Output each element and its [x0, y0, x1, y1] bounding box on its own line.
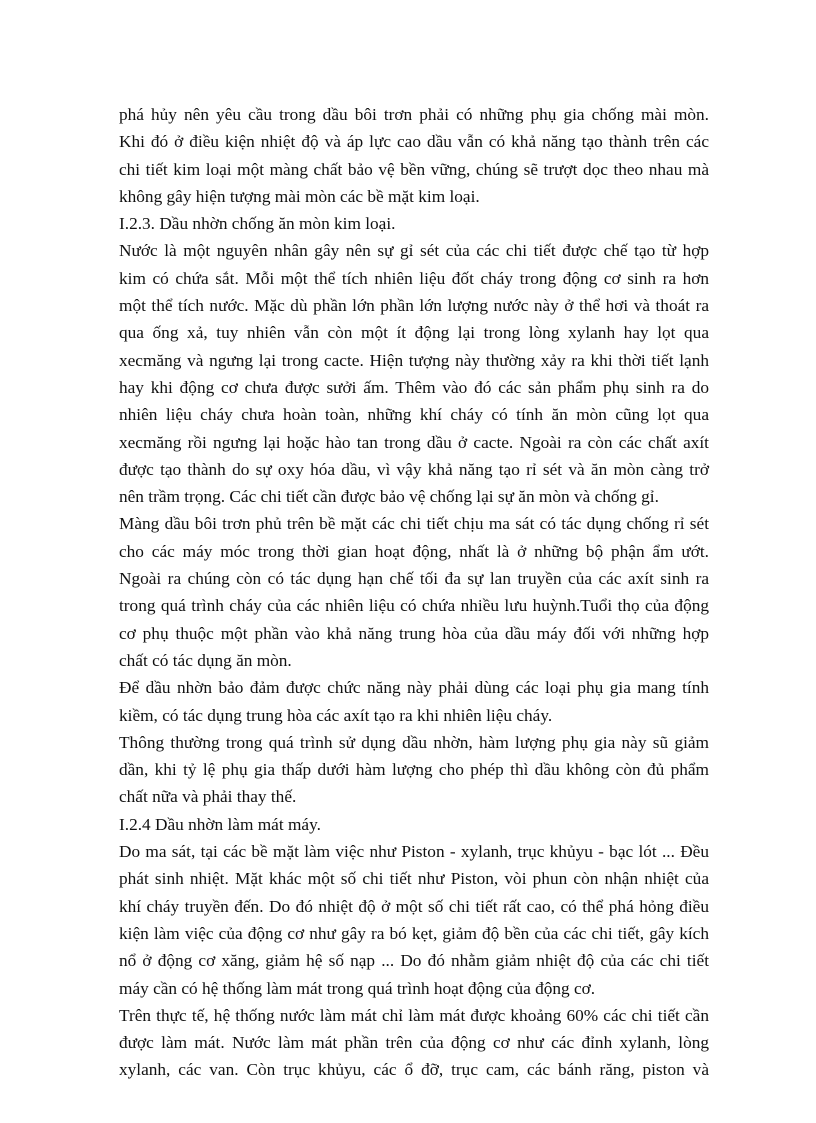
paragraph-cooling-system	[119, 1002, 709, 1084]
section-heading-corrosion	[119, 210, 709, 237]
text-line: xecmăng rồi ngưng lại hoặc hào tan trong dầu ở cacte. Ngoài ra còn các chất axít	[119, 432, 709, 452]
text-line: kiện làm việc của động cơ như gây ra bó kẹt, giảm độ bền của các chi tiết, gây kích	[119, 923, 709, 943]
text-line: Nước là một nguyên nhân gây nên sự gỉ sét của các chi tiết được chế tạo từ hợp	[119, 241, 709, 261]
section-heading-cooling	[119, 811, 709, 838]
text-line: trong quá trình cháy của các nhiên liệu có chứa nhiều lưu huỳnh.Tuổi thọ của động	[119, 596, 709, 616]
paragraph-alkaline-additives	[119, 674, 709, 729]
text-line: chất có tác dụng ăn mòn.	[119, 650, 292, 670]
paragraph-additive-depletion	[119, 729, 709, 811]
text-line: khí cháy truyền đến. Do đó nhiệt độ ở một số chi tiết rất cao, có thể phá hỏng điều	[119, 896, 709, 916]
paragraph-anti-wear	[119, 101, 709, 210]
text-line: qua ống xả, tuy nhiên vẫn còn một ít động lại trong lòng xylanh hay lọt qua	[119, 323, 709, 343]
paragraph-oil-film	[119, 510, 709, 674]
section-heading: I.2.3. Dầu nhờn chống ăn mòn kim loại.	[119, 214, 396, 234]
text-line: được tạo thành do sự oxy hóa dầu, vì vậy khả năng tạo rỉ sét và ăn mòn càng trở	[119, 459, 709, 479]
text-line: Trên thực tế, hệ thống nước làm mát chỉ làm mát được khoảng 60% các chi tiết cần	[119, 1005, 709, 1025]
paragraph-water-rust	[119, 237, 709, 510]
text-line: phá hủy nên yêu cầu trong dầu bôi trơn phải có những phụ gia chống mài mòn.	[119, 105, 709, 124]
text-line: nổ ở động cơ xăng, giảm hệ số nạp ... Do đó nhằm giảm nhiệt độ của các chi tiết	[119, 951, 709, 971]
text-line: chất nữa và phải thay thế.	[119, 787, 297, 807]
text-line: máy cần có hệ thống làm mát trong quá trình hoạt động của động cơ.	[119, 978, 596, 998]
text-line: được làm mát. Nước làm mát phần trên của động cơ như các đỉnh xylanh, lòng	[119, 1033, 709, 1053]
text-line: hay khi động cơ chưa được sưởi ấm. Thêm vào đó các sản phẩm phụ sinh ra do	[119, 377, 709, 397]
text-line: chi tiết kim loại một màng chất bảo vệ bền vững, chúng sẽ trượt dọc theo nhau mà	[119, 159, 709, 179]
text-line: một thể tích nước. Mặc dù phần lớn phần lớn lượng nước này ở thể hơi và thoát ra	[119, 296, 709, 316]
text-line: cơ phụ thuộc một phần vào khả năng trung hòa của dầu máy đối với những hợp	[119, 623, 709, 643]
text-line: Màng dầu bôi trơn phủ trên bề mặt các chi tiết chịu ma sát có tác dụng chống rỉ sét	[119, 514, 709, 534]
text-line: nên trầm trọng. Các chi tiết cần được bảo vệ chống lại sự ăn mòn và chống gỉ.	[119, 487, 659, 507]
text-line: Do ma sát, tại các bề mặt làm việc như Piston ‐ xylanh, trục khủyu ‐ bạc lót ... Đều	[119, 842, 709, 862]
text-line: Thông thường trong quá trình sử dụng dầu nhờn, hàm lượng phụ gia này sũ giảm	[119, 732, 709, 752]
paragraph-friction-heat	[119, 838, 709, 1002]
page-body-text	[119, 101, 709, 1084]
text-line: không gây hiện tượng mài mòn các bề mặt kim loại.	[119, 186, 480, 206]
text-line: xecmăng và ngưng lại trong cacte. Hiện tượng này thường xảy ra khi thời tiết lạnh	[119, 350, 709, 370]
text-line: Để dầu nhờn bảo đảm được chức năng này phải dùng các loại phụ gia mang tính	[119, 678, 709, 698]
text-line: Khi đó ở điều kiện nhiệt độ và áp lực cao dầu vẫn có khả năng tạo thành trên các	[119, 132, 709, 152]
text-line: nhiên liệu cháy chưa hoàn toàn, những khí cháy có tính ăn mòn cũng lọt qua	[119, 405, 709, 425]
text-line: dần, khi tỷ lệ phụ gia thấp dưới hàm lượng cho phép thì dầu không còn đủ phẩm	[119, 760, 709, 780]
text-line: Ngoài ra chúng còn có tác dụng hạn chế tối đa sự lan truyền của các axít sinh ra	[119, 569, 709, 589]
text-line: phát sinh nhiệt. Mặt khác một số chi tiết như Piston, vòi phun còn nhận nhiệt của	[119, 869, 709, 889]
text-line: kiềm, có tác dụng trung hòa các axít tạo ra khi nhiên liệu cháy.	[119, 705, 553, 725]
text-line: kim có chứa sắt. Mỗi một thể tích nhiên liệu đốt cháy trong động cơ sinh ra hơn	[119, 268, 709, 288]
text-line: cho các máy móc trong thời gian hoạt động, nhất là ở những bộ phận ẩm ướt.	[119, 541, 709, 561]
section-heading: I.2.4 Dầu nhờn làm mát máy.	[119, 814, 321, 834]
text-line: xylanh, các van. Còn trục khủyu, các ổ đỡ, trục cam, các bánh răng, piston và	[119, 1060, 709, 1080]
